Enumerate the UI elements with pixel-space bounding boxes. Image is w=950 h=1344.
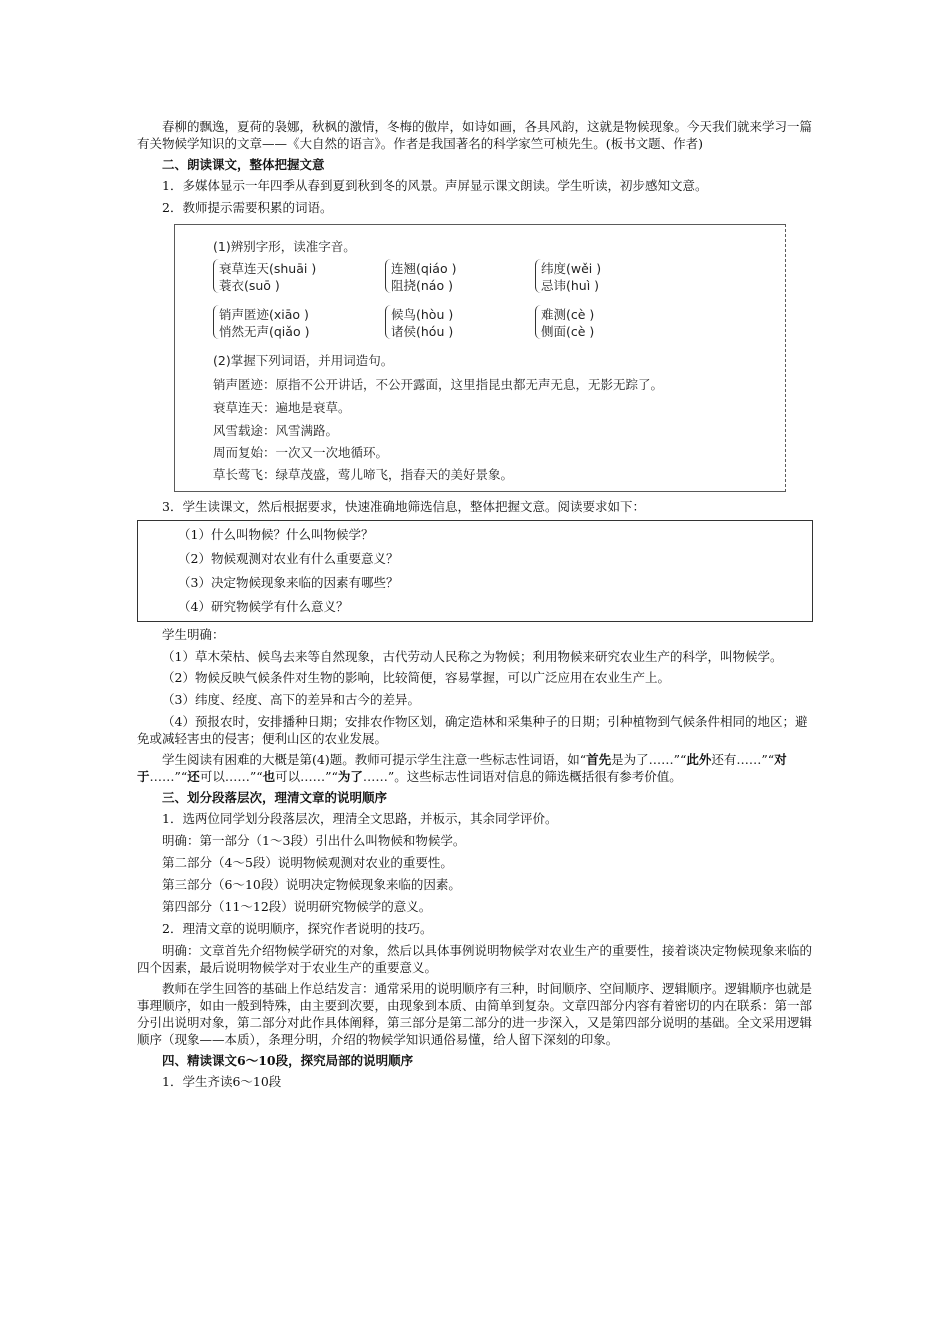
vocab-definition: 衰草连天：遍地是衰草。 (213, 400, 351, 415)
text-run: ……”。这些标志性词语对信息的筛选概括很有参考价值。 (362, 769, 682, 784)
section-heading-4: 四、精读课文6～10段，探究局部的说明顺序 (162, 1053, 414, 1068)
marker-word: 也 (262, 769, 276, 784)
vocab-word: 忌讳(huì ) (541, 278, 600, 293)
vocab-word: 衰草连天(shuāi ) (219, 261, 317, 276)
section4-item-1: 1．学生齐读6～10段 (162, 1074, 282, 1089)
vocab-word: 连翘(qiáo ) (391, 261, 457, 276)
vocab-word: 阻挠(náo ) (391, 278, 453, 293)
section-heading-3: 三、划分段落层次，理清文章的说明顺序 (162, 790, 388, 805)
section3-summary: 教师在学生回答的基础上作总结发言：通常采用的说明顺序有三种，时间顺序、空间顺序、逻辑顺序。逻辑顺序也就是事理顺序，如由一般到特殊，由主要到次要，由现象到本质、由简单到复杂。文章四部分内容有着密切的内在联系：第一部分引出说明对象，第二部分对此作具体阐释，第三部分是第二部分的进一步深入，又是第四部分说明的基础。全文采用逻辑顺序（现象——本质），条理分明，介绍的物候学知识通俗易懂，给人留下深刻的印象。 (137, 981, 813, 1047)
reading-questions-box (137, 520, 813, 622)
part-summary: 明确：第一部分（1～3段）引出什么叫物候和物候学。 (162, 833, 466, 848)
intro-paragraph: 春柳的飘逸，夏荷的袅娜，秋枫的激情，冬梅的傲岸，如诗如画，各具风韵，这就是物候现象。今天我们就来学习一篇有关物候学知识的文章——《大自然的语言》。作者是我国著名的科学家竺可桢先生。(板书文题、作者) (137, 119, 813, 151)
vocab-word: 悄然无声(qiǎo ) (219, 324, 310, 339)
answer-item: （1）草木荣枯、候鸟去来等自然现象，古代劳动人民称之为物候；利用物候来研究农业生产的科学，叫物候学。 (162, 649, 783, 664)
vocab-word: 纬度(wěi ) (541, 261, 602, 276)
marker-word: 首先 (586, 752, 612, 767)
marker-word: 此外 (686, 752, 712, 767)
section3-item-2: 2．理清文章的说明顺序，探究作者说明的技巧。 (162, 921, 433, 936)
vocab-word: 候鸟(hòu ) (391, 307, 454, 322)
marker-word: 对于 (137, 752, 787, 784)
marker-word: 为了 (337, 769, 363, 784)
question-item: （1）什么叫物候？什么叫物候学？ (178, 527, 374, 542)
answer-item: （3）纬度、经度、高下的差异和古今的差异。 (162, 692, 420, 707)
section2-item-3: 3．学生读课文，然后根据要求，快速准确地筛选信息，整体把握文意。阅读要求如下： (162, 499, 645, 514)
marker-word: 还 (187, 769, 200, 784)
vocab-word: 侧面(cè ) (541, 324, 595, 339)
vocab-definition: 草长莺飞：绿草茂盛，莺儿啼飞，指春天的美好景象。 (213, 467, 514, 482)
section2-item-2: 2．教师提示需要积累的词语。 (162, 200, 333, 215)
text-run: 可以……”“ (199, 769, 263, 784)
text-run: ……”“ (149, 769, 188, 784)
text-run: 是为了……”“ (611, 752, 687, 767)
section-heading-2: 二、朗读课文，整体把握文意 (162, 157, 325, 172)
vocab-definition: 销声匿迹：原指不公开讲话，不公开露面，这里指昆虫都无声无息，无影无踪了。 (213, 377, 664, 392)
vocab-part1-title: (1)辨别字形，读准字音。 (213, 239, 356, 254)
vocab-word: 蓑衣(suō ) (219, 278, 280, 293)
vocab-definition: 风雪载途：风雪满路。 (213, 423, 339, 438)
vocab-word: 销声匿迹(xiāo ) (219, 307, 309, 322)
answer-item: （4）预报农时，安排播种日期；安排农作物区划，确定造林和采集种子的日期；引种植物到气候条件相同的地区；避免或减轻害虫的侵害；便利山区的农业发展。 (137, 714, 808, 746)
text-run: 可以……”“ (275, 769, 338, 784)
part-summary: 第二部分（4～5段）说明物候观测对农业的重要性。 (162, 855, 453, 870)
text-run: 还有……”“ (711, 752, 775, 767)
vocabulary-box (174, 224, 786, 492)
section2-item-1: 1．多媒体显示一年四季从春到夏到秋到冬的风景。声屏显示课文朗读。学生听读，初步感知文意。 (162, 178, 708, 193)
part-summary: 第四部分（11～12段）说明研究物候学的意义。 (162, 899, 432, 914)
section3-clarify: 明确：文章首先介绍物候学研究的对象，然后以具体事例说明物候学对农业生产的重要性，接着谈决定物候现象来临的四个因素，最后说明物候学对于农业生产的重要意义。 (137, 943, 813, 975)
question-item: （2）物候观测对农业有什么重要意义？ (178, 551, 399, 566)
vocab-word: 诸侯(hóu ) (391, 324, 454, 339)
question-item: （4）研究物候学有什么意义？ (178, 599, 349, 614)
students-clarify-label: 学生明确： (162, 627, 225, 642)
text-run: 学生阅读有困难的大概是第(4)题。教师可提示学生注意一些标志性词语，如“ (162, 752, 587, 767)
difficulty-paragraph (137, 751, 813, 785)
part-summary: 第三部分（6～10段）说明决定物候现象来临的因素。 (162, 877, 461, 892)
vocab-part2-title: (2)掌握下列词语，并用词造句。 (213, 353, 394, 368)
document-page (137, 118, 813, 1095)
section3-item-1: 1．选两位同学划分段落层次，理清全文思路，并板示，其余同学评价。 (162, 811, 558, 826)
vocab-word: 难测(cè ) (541, 307, 595, 322)
vocab-definition: 周而复始：一次又一次地循环。 (213, 445, 389, 460)
question-item: （3）决定物候现象来临的因素有哪些？ (178, 575, 399, 590)
answer-item: （2）物候反映气候条件对生物的影响，比较简便，容易掌握，可以广泛应用在农业生产上。 (162, 670, 670, 685)
